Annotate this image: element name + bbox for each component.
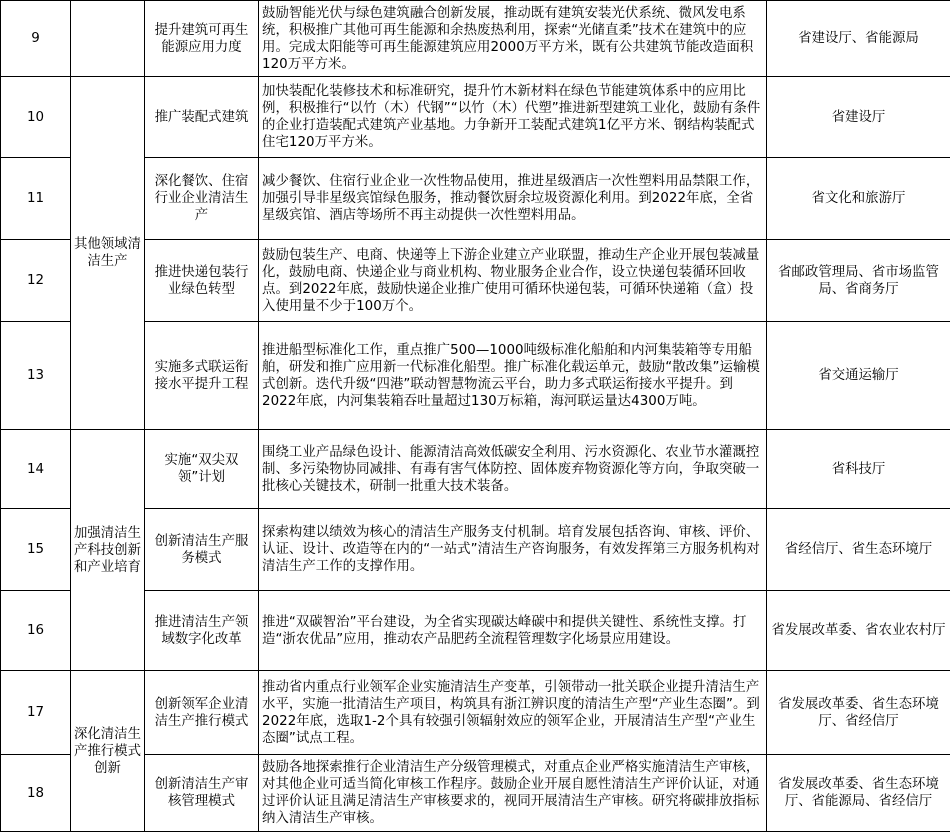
row-number: 15: [1, 509, 71, 591]
responsible-dept: 省文化和旅游厅: [767, 158, 950, 240]
row-number: 11: [1, 158, 71, 240]
responsible-dept: 省交通运输厅: [767, 322, 950, 430]
responsible-dept: 省邮政管理局、省市场监管局、省商务厅: [767, 240, 950, 322]
responsible-dept: 省科技厅: [767, 430, 950, 509]
task-content: 推动省内重点行业领军企业实施清洁生产变革，引领带动一批关联企业提升清洁生产水平，实施一批清洁生产项目，构筑具有浙江辨识度的清洁生产型“产业生态圈”。到2022年底，选取1-2个具有较强引领辐射效应的领军企业，开展清洁生产型“产业生态圈”试点工程。: [259, 671, 767, 755]
responsible-dept: 省建设厅、省能源局: [767, 1, 950, 77]
row-number: 18: [1, 755, 71, 832]
area-label-tech: 加强清洁生产科技创新和产业培育: [71, 430, 145, 671]
task-name: 创新清洁生产服务模式: [145, 509, 259, 591]
table-row: [1, 77, 950, 158]
task-content: 探索构建以绩效为核心的清洁生产服务支付机制。培育发展包括咨询、审核、评价、认证、设计、改造等在内的“一站式”清洁生产咨询服务，有效发挥第三方服务机构对清洁生产工作的支撑作用。: [259, 509, 767, 591]
row-number: 16: [1, 591, 71, 671]
task-name: 创新领军企业清洁生产推行模式: [145, 671, 259, 755]
area-label-mode: 深化清洁生产推行模式创新: [71, 671, 145, 832]
row-number: 10: [1, 77, 71, 158]
task-content: 推进船型标准化工作，重点推广500—1000吨级标准化船舶和内河集装箱等专用船舶，研发和推广应用新一代标准化船型。推广标准化载运单元，鼓励“散改集”运输模式创新。迭代升级“四港”联动智慧物流云平台，助力多式联运衔接水平提升。到2022年底，内河集装箱吞吐量超过130万标箱，海河联运量达4300万吨。: [259, 322, 767, 430]
task-content: 推进“双碳智治”平台建设，为全省实现碳达峰碳中和提供关键性、系统性支撑。打造“浙农优品”应用，推动农产品肥药全流程管理数字化场景应用建设。: [259, 591, 767, 671]
task-name: 创新清洁生产审核管理模式: [145, 755, 259, 832]
responsible-dept: 省建设厅: [767, 77, 950, 158]
responsible-dept: 省发展改革委、省农业农村厅: [767, 591, 950, 671]
responsible-dept: 省经信厅、省生态环境厅: [767, 509, 950, 591]
task-name: 推广装配式建筑: [145, 77, 259, 158]
row-number: 12: [1, 240, 71, 322]
task-name: 实施“双尖双领”计划: [145, 430, 259, 509]
task-name: 推进快递包装行业绿色转型: [145, 240, 259, 322]
table-row: [1, 671, 950, 755]
area-cell-continued: [71, 1, 145, 77]
table-row: [1, 430, 950, 509]
task-content: 加快装配化装修技术和标准研究，提升竹木新材料在绿色节能建筑体系中的应用比例，积极推行“以竹（木）代钢”“以竹（木）代塑”推进新型建筑工业化，鼓励有条件的企业打造装配式建筑产业基地。力争新开工装配式建筑1亿平方米、钢结构装配式住宅120万平方米。: [259, 77, 767, 158]
responsible-dept: 省发展改革委、省生态环境厅、省经信厅: [767, 671, 950, 755]
row-number: 17: [1, 671, 71, 755]
task-name: 深化餐饮、住宿行业企业清洁生产: [145, 158, 259, 240]
task-content: 减少餐饮、住宿行业企业一次性物品使用，推进星级酒店一次性塑料用品禁限工作，加强引导非星级宾馆绿色服务，推动餐饮厨余垃圾资源化利用。到2022年底，全省星级宾馆、酒店等场所不再主动提供一次性塑料用品。: [259, 158, 767, 240]
task-content: 鼓励智能光伏与绿色建筑融合创新发展，推动既有建筑安装光伏系统、微风发电系统，积极推广其他可再生能源和余热废热利用，探索“光储直柔”技术在建筑中的应用。完成太阳能等可再生能源建筑应用2000万平方米，既有公共建筑节能改造面积120万平方米。: [259, 1, 767, 77]
row-number: 13: [1, 322, 71, 430]
responsible-dept: 省发展改革委、省生态环境厅、省能源局、省经信厅: [767, 755, 950, 832]
task-content: 鼓励各地探索推行企业清洁生产分级管理模式，对重点企业严格实施清洁生产审核，对其他企业可适当简化审核工作程序。鼓励企业开展自愿性清洁生产评价认证，对通过评价认证且满足清洁生产审核要求的，视同开展清洁生产审核。研究将碳排放指标纳入清洁生产审核。: [259, 755, 767, 832]
task-content: 围绕工业产品绿色设计、能源清洁高效低碳安全利用、污水资源化、农业节水灌溉控制、多污染物协同减排、有毒有害气体防控、固体废弃物资源化等方向，争取突破一批核心关键技术，研制一批重大技术装备。: [259, 430, 767, 509]
table-row: [1, 1, 950, 77]
area-label-other: 其他领域清洁生产: [71, 77, 145, 430]
task-name: 提升建筑可再生能源应用力度: [145, 1, 259, 77]
row-number: 9: [1, 1, 71, 77]
row-number: 14: [1, 430, 71, 509]
task-content: 鼓励包装生产、电商、快递等上下游企业建立产业联盟，推动生产企业开展包装减量化，鼓励电商、快递企业与商业机构、物业服务企业合作，设立快递包装循环回收点。到2022年底，鼓励快递企业推广使用可循环快递包装，可循环快递箱（盒）投入使用量不少于100万个。: [259, 240, 767, 322]
task-name: 推进清洁生产领域数字化改革: [145, 591, 259, 671]
task-name: 实施多式联运衔接水平提升工程: [145, 322, 259, 430]
